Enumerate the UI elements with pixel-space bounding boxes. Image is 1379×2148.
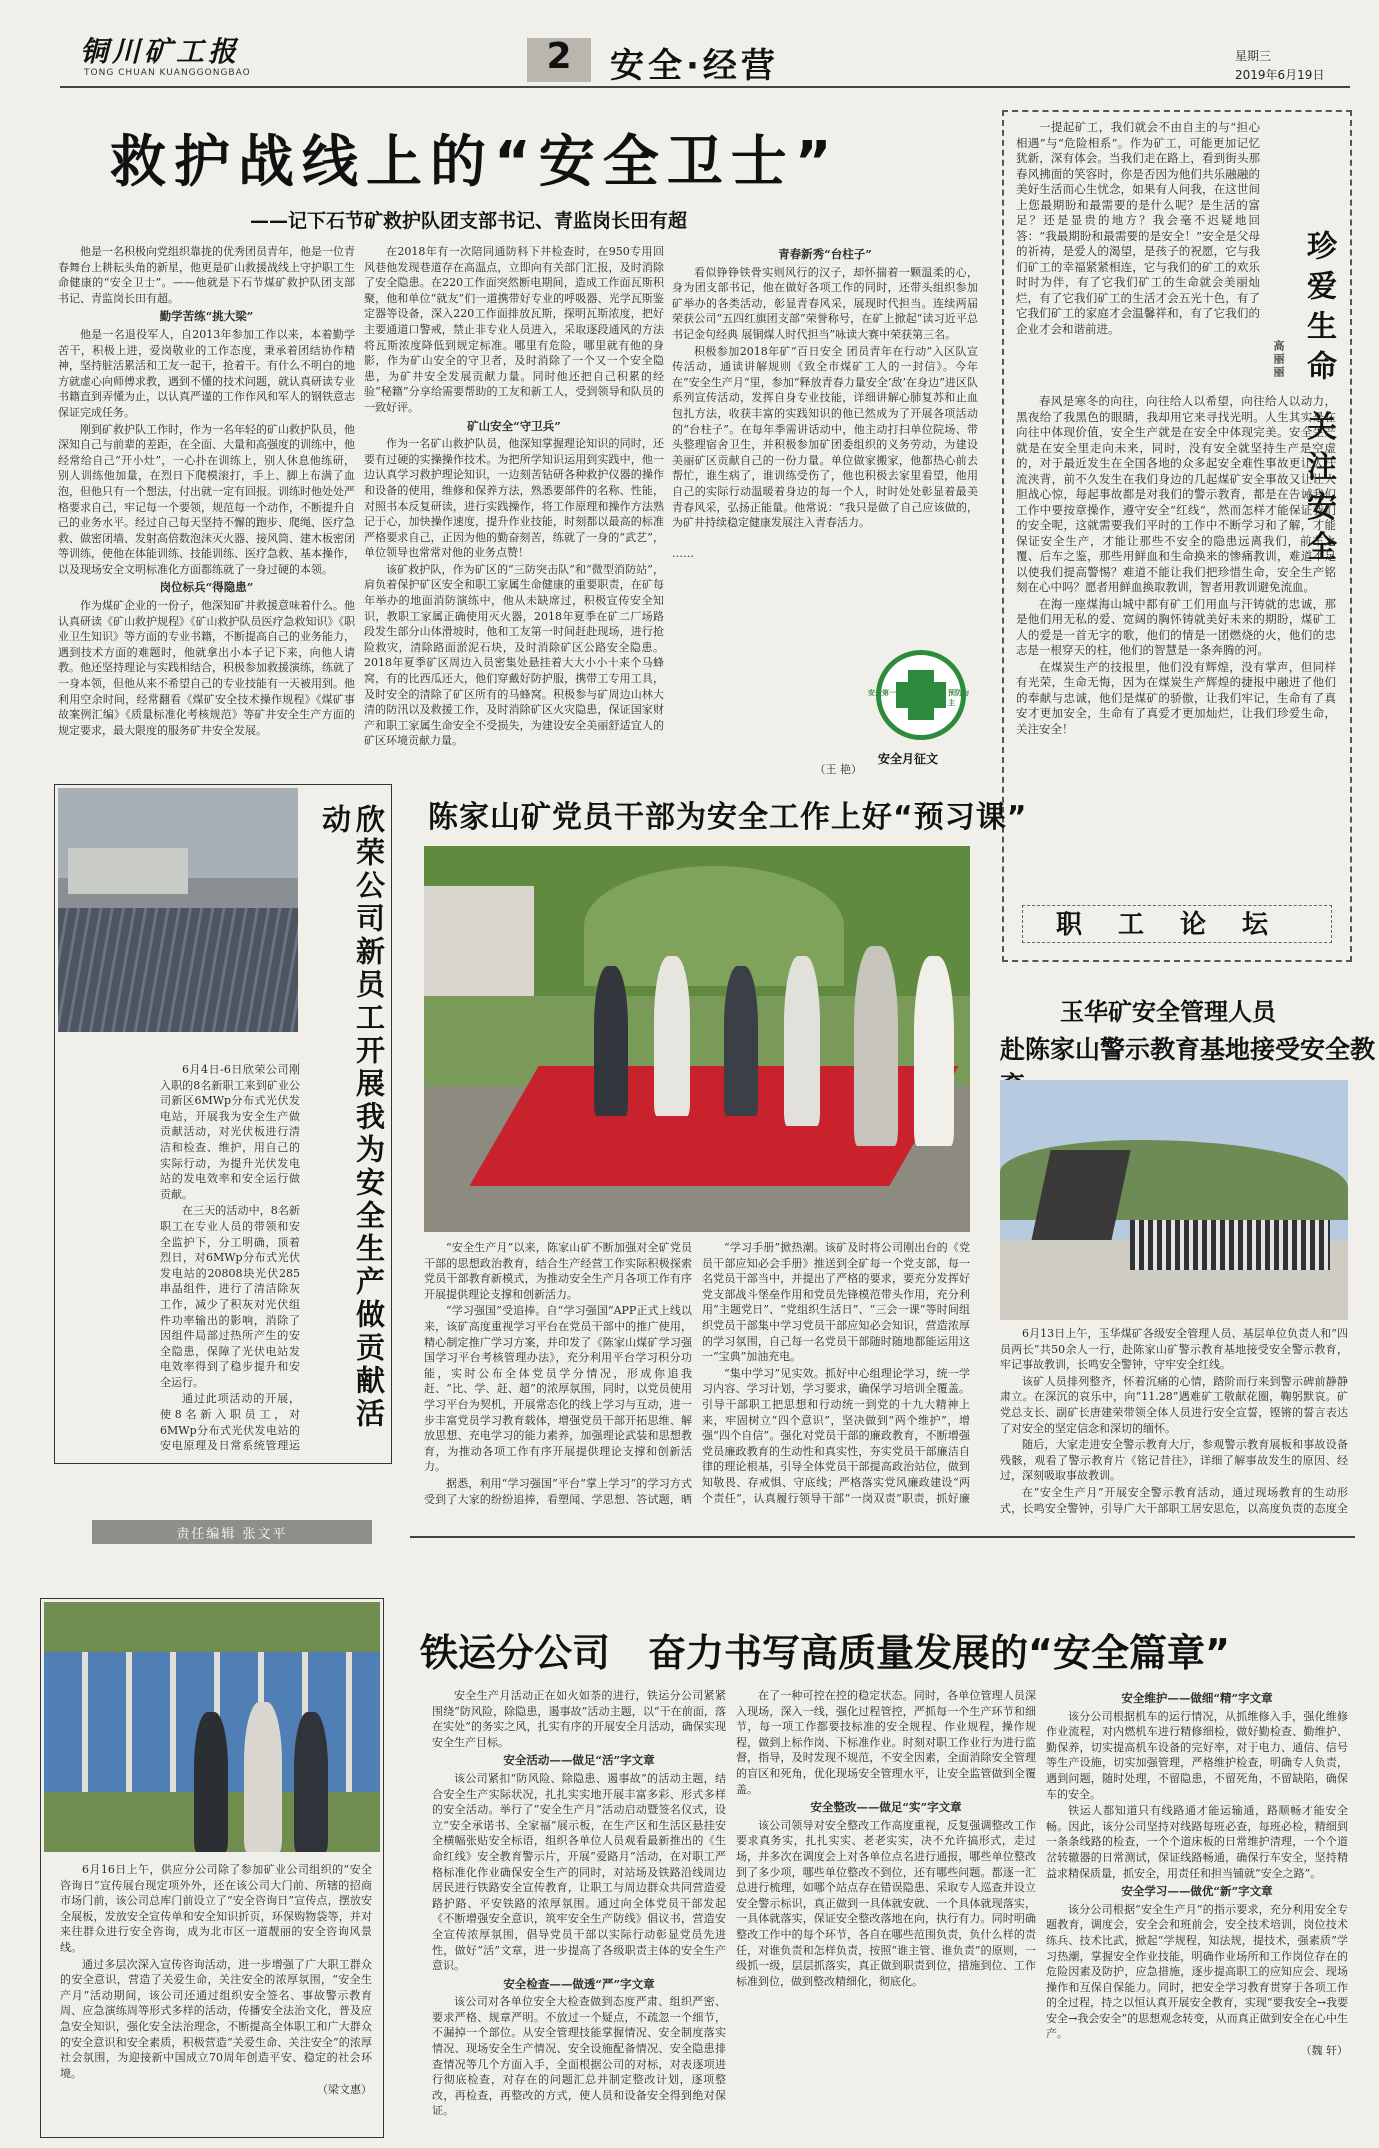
lead-column-3-tail: [672, 546, 862, 786]
yuhua-title-line2: 赴陈家山警示教育基地接受安全教: [1000, 1035, 1376, 1064]
page-number: 2: [546, 36, 572, 77]
tieyun-paragraph: 该公司对各单位安全大检查做到态度严肃、组织严密、要求严格、规章严明。不放过一个疑点，不疏忽一个细节，不漏掉一个部位。从安全管理技能掌握情况、安全制度落实情况、现场安全生产情况、安全设施配备情况、安全隐患排查情况等几个方面入手，全面根据公司的对标，对表逐项进行彻底检查，对存在的问题汇总并制定整改计划，逐项整改，再检查，再整改的方式，使人员和设备安全得到绝对保证。: [432, 1995, 726, 2118]
photo-person: [854, 946, 898, 1146]
lead-paragraph: 作为煤矿企业的一份子，他深知矿井救援意味着什么。他认真研读《矿山救护规程》《矿山救护队员医疗急救知识》《职业卫生知识》等方面的专业书籍，不断提高自己的业务能力，遇到技术方面的难题时，他就拿出小本子记下来，向他人请教。他还坚持理论与实践相结合，积极参加救援演练，练就了一身本领，但他从来不希望自己的专业技能有一天被用到。他利用空余时间，经常翻看《煤矿安全技术操作规程》《煤矿事故案例汇编》《质量标准化考核规范》等矿井安全生产方面的规定要求，最大限度的服务矿井安全发展。: [58, 599, 355, 737]
photo-person: [194, 1712, 228, 1852]
tieyun-paragraph: 该公司紧扣“防风险、除隐患、遏事故”的活动主题，结合安全生产实际状况，扎扎实实地开展丰富多彩、形式多样的安全活动。举行了“安全生产月”活动启动暨签名仪式，设立“安全承诺书、全家福”展示板，在生产区和生活区悬挂安全横幅张贴安全标语，组织各单位人员观看最新推出的《生命红线》安全教育警示片，开展“爱路月”活动，在对职工严格标准化作业确保安全生产的同时，对站场及铁路沿线周边居民进行铁路安全宣传教育，让职工与周边群众共同营造爱路护路、平安铁路的浓厚氛围。通过向全体党员干部发起《不断增强安全意识，筑牢安全生产防线》倡议书，营造安全宣传浓厚氛围，倡导党员干部以实际行动彰显党员先进性，做好“活”文章，进一步提高了各级职责主体的安全生产意识。: [432, 1771, 726, 1973]
lead-paragraph: 刚到矿救护队工作时，作为一名年轻的矿山救护队员，他深知自己与前辈的差距，在全面、大量和高强度的训练中，他经常给自己“开小灶”，一心扑在训练上，别人休息他练研，别人训练他加量，在烈日下爬模滚打，手上、脚上布满了血泡，但他只有一个想法，付出就一定有回报。训练时他处处严格要求自己，牢记每一个要领，规范每一个动作，不断提升自己的业务水平。经过自己每天坚持不懈的跑步、爬绳、医疗急救、做密闭墙、发射高倍数泡沫灭火器、接风筒、建木板密闭等训练，使他在体能训练、技能训练、医疗急救、基本操作，以及现场安全文明标准化方面都练就了一身过硬的本领。: [58, 422, 355, 576]
photo-person: [594, 966, 628, 1116]
tieyun-column-1: [432, 1688, 726, 2132]
photo-building: [68, 848, 188, 894]
gongying-photo: [44, 1602, 380, 1852]
chenjiashan-paragraph: 据悉，利用“学习强国”平台“掌上学习”的学习方式受到了大家的纷纷追捧，看塑闻、学思想、答试题，晒: [424, 1476, 692, 1505]
xinrong-title: 欣荣公司新员工开展我为安全生产做贡献活动: [318, 804, 386, 1431]
lead-paragraph: 该矿救护队，作为矿区的“三防突击队”和“微型消防站”，肩负着保护矿区安全和职工家属生命健康的重要职责，在矿每年举办的地面消防演练中，他从未缺席过，积极宣传安全知识，教职工家属正确使用灭火器，2018年夏季在矿二厂场路段发生部分山体滑坡时，他和工友第一时间赶赴现场，进行抢险救灾，清除路面淤泥石块，及时消除矿区公路安全隐患。2018年夏季矿区周边入员密集处悬挂着大大小小十来个马蜂窝，有的比西瓜还大，他们穿戴好防护服，携带工专用工具，及时安全的清除了矿区所有的马蜂窝。积极参与矿周边山林大清的防汛以及救援工作，及时消除矿区火灾隐患，保证国家财产和职工家属生命安全不受损失，为建设安全美丽舒适宜人的矿区环境贡献力量。: [364, 562, 664, 748]
chenjiashan-title: 陈家山矿党员干部为安全工作上好“预习课”: [428, 800, 1028, 835]
gongying-body: [60, 1862, 372, 2132]
yuhua-title-line1: 玉华矿安全管理人员: [1060, 998, 1276, 1026]
chenjiashan-column-1: [424, 1240, 692, 1505]
photo-roof-panels: [58, 908, 298, 1032]
lead-column-1: [58, 244, 355, 786]
safety-emblem: [868, 650, 976, 770]
essay-paragraph: 在煤炭生产的技报里，他们没有辉煌，没有掌声，但同样有光荣，生命无悔，因为在煤炭生产辉煌的捷报中融进了他们的奉献与忠诚，他们是煤矿的骄傲，让我们牢记，生命有了真安才更加安全，生命有了真爱才更加灿烂，让我们珍爱生命，关注安全！: [1016, 659, 1336, 736]
masthead-rule: [60, 86, 1350, 88]
lead-paragraph: 看似铮铮铁骨实则风行的汉子，却怀揣着一颗温柔的心，身为团支部书记，他在做好各项工作的同时，还带头组织参加矿举办的各类活动，彰显青春风采，展现时代担当。连续两届荣获公司“五四红旗团支部”荣誉称号，在矿上掀起“读习近平总书记金句经典 展铜煤人时代担当”咏读大赛中荣获第三名。: [672, 265, 978, 341]
section-divider: [410, 1536, 1355, 1538]
yuhua-photo: [1000, 1080, 1348, 1320]
tieyun-column-2: [736, 1688, 1036, 2132]
chenjiashan-column-2: [702, 1240, 970, 1505]
lead-paragraph: 作为一名矿山救护队员，他深知掌握理论知识的同时，还要有过硬的实操操作技术。为把所学知识运用到实践中，他一边认真学习救护理论知识，一边刻苦钻研各种救护仪器的操作和设备的使用，维修和保养方法，熟悉要部件的名称、性能，对照书本反复研读，进行实践操作，将工作原理和操作方法熟记于心，加快操作速度，提升作业技能，时刻都以最高的标准严格要求自己，正因为他的勤奋刻苦，练就了一身的“武艺”，单位领导也常常对他的业务点赞！: [364, 437, 664, 560]
section-title: 安全·经营: [610, 46, 779, 86]
tieyun-paragraph: 该分公司根据“安全生产月”的指示要求，充分利用安全专题教育，调度会，安全会和班前会，安全技术培训，岗位技术练兵、技术比武，掀起“学规程，知法规，提技术，强素质”学习热潮，掌握安全作业技能，明确作业场所和工作岗位存在的危险因素及防护，应急措施，逐步提高职工的应知应会、现场操作和互保自保能力。同时，把安全学习教育贯穿于各项工作的全过程，持之以恒认真开展安全教育，实现“要我安全→我要安全→我会安全”的思想观念转变，从而真正做到安全在心中生产。: [1046, 1902, 1348, 2041]
tieyun-subheading: 安全学习——做优“新”字文章: [1121, 1884, 1273, 1899]
lead-paragraph: 他是一名退役军人，自2013年参加工作以来，本着勤学苦干，积极上进，爱岗敬业的工作态度，秉承着团结协作精神，坚持脏活累活和工友一起干，抢着干。有什么不明白的地方就虚心向师傅求教，遇到不懂的技术问题，就认真研读专业书籍直到弄懂为止，以认真严谨的工作作风和军人的钢铁意志保证完成任务。: [58, 327, 355, 419]
essay-body: [1016, 394, 1336, 874]
xinrong-paragraph: 6月4日-6日欣荣公司刚入职的8名新职工来到矿业公司新区6MWp分布式光伏发电站，开展我为安全生产做贡献活动，对光伏板进行清洁和检查、维护，用自己的实际行动，为提升光伏发电站的发电效率和安全运行做贡献。: [160, 1063, 300, 1201]
column-label: 职工论坛: [1055, 910, 1304, 940]
lead-column-3: [672, 244, 978, 544]
tieyun-title: 铁运分公司 奋力书写高质量发展的“安全篇章”: [420, 1631, 1230, 1675]
cross-icon-bar: [896, 682, 946, 708]
gongying-author: （梁文惠）: [317, 2083, 372, 2097]
issue-weekday: 星期三: [1235, 49, 1272, 63]
emblem-caption: 安全月征文: [878, 752, 939, 766]
photo-person: [244, 1702, 282, 1852]
essay-author: 高丽丽: [1272, 340, 1285, 379]
lead-subtitle: ——记下石节矿救护队团支部书记、青监岗长田有超: [250, 210, 688, 232]
lead-author: （王 艳）: [814, 762, 862, 776]
tieyun-paragraph: 该分公司根据机车的运行情况，从抓维修入手，强化维修作业流程，对内燃机车进行精修细检，做好勤检查、勤维护、勤保养，切实提高机车设备的完好率，对于电力、通信、信号等生产设施，切实加强管理，严格维护检查，明确专人负责，遇到问题，随时处理，不留隐患，不留死角，不留缺陷，确保车的安全。: [1046, 1709, 1348, 1801]
essay-title: 珍爱生命 关注安全: [1301, 230, 1336, 571]
lead-column-2: [364, 244, 664, 786]
photo-building: [424, 886, 534, 996]
essay-body-top: [1016, 120, 1260, 390]
xinrong-body: [160, 1062, 300, 1452]
photo-person: [914, 956, 954, 1146]
lead-paragraph-tail: ……: [672, 547, 694, 560]
lead-title: 救护战线上的“安全卫士”: [110, 130, 840, 195]
yuhua-body: [1000, 1326, 1348, 1518]
newspaper-pinyin: TONG CHUAN KUANGGONGBAO: [84, 68, 251, 78]
emblem-right-text: 预防为主: [948, 689, 969, 707]
tieyun-subheading: 安全维护——做细“精”字文章: [1121, 1691, 1273, 1705]
tieyun-paragraph: 该公司领导对安全整改工作高度重视，反复强调整改工作要求真务实，扎扎实实、老老实实，决不允许搞形式，走过场，并多次在调度会上对各单位点名进行通报，哪些单位整改到了多少项，哪些单位整改不到位，还有哪些问题。都逐一汇总进行梳理，如哪个站点存在错误隐患、采取专人巡查并设立安全警示标识，真正做到一具体就安就、一个具体就现落实，一具体就落实，保证安全整改落地在向，执行有力。同时明确整改工作中的每个环节，各自在哪些范围负责，负什么样的责任，对谁负责和怎样负责，按照“谁主管、谁负责”的原则，一级抓一级，层层抓落实，真正做到职责到位，措施到位、工作标准到位，做到整改精细化，彻底化。: [736, 1818, 1036, 1988]
tieyun-paragraph: 在了一种可控在控的稳定状态。同时，各单位管理人员深入现场，深入一线，强化过程管控，严抓每一个生产环节和细节，每一项工作都要技标准的安全规程、作业规程，操作规程，做到上标作岗、下标准作业。时刻对职工作业行为进行监督，指导，及时发现不规范，不安全因素，全面消除安全管理的盲区和死角，优化现场安全管理水平，让安全监管做到全覆盖。: [736, 1689, 1036, 1796]
lead-subheading: 勤学苦练“挑大梁”: [159, 309, 254, 324]
tieyun-author: （魏 轩）: [1300, 2044, 1348, 2058]
tieyun-paragraph: 铁运人都知道只有线路通才能运输通，路顺畅才能安全畅。因此，该分公司坚持对线路每班必查，每班必检，精细到一条条线路的检查，一个个道床板的日常维护清理，一个个道岔转辙器的日常测试，保证线路畅通，确保行车安全，坚持精益求精保质量，抓安全，用责任和担当铺就“安全之路”。: [1046, 1804, 1348, 1880]
photo-crowd: [1130, 1220, 1330, 1270]
newspaper-name: 铜川矿工报: [80, 35, 241, 68]
chenjiashan-paragraph: “安全生产月”以来，陈家山矿不断加强对全矿党员干部的思想政治教育，结合生产经营工作实际积极探索党员干部教育新模式，为推动安全生产月各项工作有序开展提供理论支撑和创新活力。: [424, 1241, 692, 1301]
gongying-paragraph: 通过多层次深入宣传咨询活动，进一步增强了广大职工群众的安全意识，营造了关爱生命，关注安全的浓厚氛围，“安全生产月”活动期间，该公司还通过组织安全签名、事故警示教育周、应急演练周等形式多样的活动，传播安全法治文化，普及应急安全知识，强化安全法治理念，不断提高全体职工和广大群众的安全意识和安全素质，积极营造“关爱生命、关注安全”的浓厚社会氛围，为迎接新中国成立70周年创造平安、稳定的社会环境。: [60, 1957, 372, 2080]
photo-person: [784, 956, 820, 1126]
photo-person: [654, 956, 690, 1116]
essay-paragraph: 在海一座煤海山城中都有矿工们用血与汗铸就的忠诚，那是他们用无私的爱、宽阔的胸怀铸就美好未来的期盼，煤矿工人的爱是一首无字的歌，他们的情是一团燃烧的火，他们的忠志是一根穿天的柱，他们的智慧是一条奔腾的河。: [1016, 596, 1336, 657]
xinrong-photo: [58, 788, 298, 1032]
chenjiashan-paragraph: “学习强国”受追捧。自“学习强国”APP正式上线以来，该矿高度重视学习平台在党员干部中的推广使用，精心制定推广学习方案，并印发了《陈家山煤矿学习强国学习平台考核管理办法》，充分利用平台学习积分功能，实时公布全体党员学分情况，形成你追我赶、“比、学、赶、超”的浓厚氛围，同时，以党员使用学习平台为契机，开展常态化的线上学习与互动，进一步丰富党员学习教育载体，增强党员干部开拓思维、解放思想、充电学习的能力素养，加强理论武装和思想教育，为推动各项工作有序开展提供理论支撑和创新活力。: [424, 1304, 692, 1474]
gongying-paragraph: 6月16日上午，供应分公司除了参加矿业公司组织的“安全咨询日”宣传展台现定项外外，还在该公司大门前、所辖的招商市场门前，该公司总库门前设立了“安全咨询日”宣传点，摆放安全展板，发放安全宣传单和安全知识折页，环保购物袋等，并对来往群众进行安全咨询，成为北市区一道靓丽的安全咨询风景线。: [60, 1863, 372, 1954]
tieyun-subheading: 安全检查——做透“严”字文章: [503, 1976, 655, 1991]
yuhua-paragraph: 该矿人员排列整齐，怀着沉痛的心情，踏阶而行来到警示碑前静静肃立。在深沉的哀乐中，向“11.28”遇难矿工敬献花圈，鞠躬默哀。矿党总支长、副矿长唐建荣带领全体人员进行安全宣誓，铿锵的誓言表达了对安全的坚定信念和深切的缅怀。: [1000, 1374, 1348, 1435]
emblem-left-text: 安全第一: [868, 689, 896, 697]
tieyun-subheading: 安全整改——做足“实”字文章: [810, 1800, 962, 1815]
chenjiashan-paragraph: “学习手册”掀热潮。该矿及时将公司刚出台的《党员干部应知必会手册》推送到全矿每一个党支部，每一名党员干部当中，并提出了严格的要求，要充分发挥好党支部战斗堡垒作用和党员先锋模范带头作用，充分利用“主题党日”、“党组织生活日”、“三会一课”等时间组织党员干部集中学习党员干部应知必会知识，营造浓厚的学习氛围，自己每一名党员干部随时随地都能运用这一“宝典”加油充电。: [702, 1241, 970, 1364]
lead-paragraph: 积极参加2018年矿“百日安全 团员青年在行动”入区队宣传活动，通读讲解规则《致全市煤矿工人的一封信》。今年在“安全生产月”里，参加“释放青春力量安全‘敌’在身边”进区队系列宣传活动，发挥自身专业技能，详细讲解心肺复苏和止血包扎方法，收获丰富的实践知识的他已然成为了开展各项活动的“台柱子”。在每年季需讲话动中，他主动打扫单位院场、带头整理宿舍卫生，并积极参加矿团委组织的义务劳动，为建设美丽矿区贡献自己的一份力量。单位做家搬家，他都热心前去帮忙，谁生病了，谁训练受伤了，他也积极去家里看望，他用自己的实际行动温暖着身边的每一个人，时时处处彰显着最美青春风采，弘扬正能量。他常说：“我只是做了自己应该做的，为矿井持续稳定健康发展注入青春活力。: [672, 344, 978, 530]
xinrong-paragraph: 通过此项活动的开展，使8名新入职员工，对6MWp分布式光伏发电站的安电原理及日常系统管理运: [160, 1392, 300, 1452]
photo-person: [724, 966, 758, 1116]
tieyun-subheading: 安全活动——做足“活”字文章: [503, 1753, 655, 1768]
chenjiashan-paragraph: “集中学习”见实效。抓好中心组理论学习，统一学习内容、学习计划，学习要求，确保学习培训全覆盖。引导干部职工把思想和行动统一到党的十九大精神上来，牢固树立“四个意识”，坚决做到“两个维护”，增强“四个自信”。强化对党员干部的廉政教育，不断增强党员廉政教育的生动性和真实性，夯实党员干部廉洁自律的理论根基，引导全体党员干部提高政治站位，做到知敬畏、存戒惧、守底线；严格落实党风廉政建设“两个责任”，认真履行领导干部“一岗双责”职责，抓好廉: [702, 1366, 970, 1505]
issue-date: 2019年6月19日: [1235, 68, 1325, 82]
photo-person: [294, 1712, 328, 1852]
lead-paragraph: 他是一名积极向党组织靠拢的优秀团员青年，他是一位青春舞台上耕耘头角的新星，他更是矿山救援战线上守护职工生命健康的“安全卫士”。——他就是下石节煤矿救护队团支部书记、青监岗长田有超。: [58, 245, 355, 305]
chenjiashan-photo: [424, 846, 970, 1232]
essay-paragraph: 春风是寒冬的向往，向往给人以希望，向往给人以动力，黑夜给了我黑色的眼睛，我却用它来寻找光明。人生其实是在向往中体现价值，安全生产就是在安全中体现完美。安全生产就是在安全里走向未来，同时，没有安全就坚持生产是空虚的，对于最近发生在全国各地的众多起安全难性事故更让人汗流浃背，前不久发生在我们身边的几起煤矿安全事故又让让人胆战心惊，每起事故都是对我们的警示教育，都是在告诫我们工作中要按章操作，遵守安全“红线”，然而怎样才能保证我们的安全呢，这就需要我们平时的工作中不断学习和了解，才能保证安全生产，才能让那些不安全的隐患远离我们，前车之覆、后车之鉴，那些用鲜血和生命换来的惨痛教训，难道不足以使我们提高警惕？难道不能让我们把珍惜生命，安全生产铭刻在心中吗？愿者用鲜血换取教训，智者用教训避免流血。: [1016, 394, 1336, 594]
lead-subheading: 岗位标兵“得隐患”: [159, 580, 254, 595]
tieyun-paragraph: 安全生产月活动正在如火如荼的进行，铁运分公司紧紧围绕“防风险，除隐患，遏事故”活动主题，以“干在前面，落在实处”的务实之风，扎实有序的开展安全月活动，确保实现安全生产目标。: [432, 1689, 726, 1749]
xinrong-paragraph: 在三天的活动中，8名新职工在专业人员的带领和安全监护下，分工明确，顶着烈日，对6MWp分布式光伏发电站的20808块光伏285串晶组件，进行了清洁除灰工作，减少了积灰对光伏组件功率输出的影响，消除了因组件局部过热所产生的安全隐患，保障了光伏电站发电效率得到了稳步提升和安全运行。: [160, 1204, 300, 1389]
masthead: [0, 0, 1379, 86]
yuhua-paragraph: 随后，大家走进安全警示教育大厅，参观警示教育展板和事故设备残骸，观看了警示教育片《铭记昔往》，详细了解事故发生的原因、经过，深刻吸取事故教训。: [1000, 1438, 1348, 1483]
lead-subheading: 青春新秀“台柱子”: [778, 247, 872, 261]
lead-paragraph: 在2018年有一次陪同通防科下井检查时，在950专用回风巷他发现巷道存在高温点，立即向有关部门汇报，及时消除了安全隐患。在220工作面突然断电期间，造成工作面瓦斯积聚，他和单位“就友”们一道携带好专业的呼吸器、光学瓦斯鉴定器等设备，深入220工作面排放瓦斯，探明瓦斯浓度，把好主要通道口警戒，禁止非专业人员进入，采取逐段通风的方法将瓦斯浓度降低到规定标准。哪里有危险，哪里就有他的身影，作为矿山安全的守卫者，及时消除了一个又一个安全隐患，为矿井安全发展贡献力量。同时他还把自己积累的经验“秘籍”分享给需要帮助的工友和新工人，受到领导和队员的一致好评。: [364, 245, 664, 414]
tieyun-column-3: [1046, 1688, 1348, 2132]
yuhua-paragraph: 在“安全生产月”开展安全警示教育活动，通过现场教育的生动形式，长鸣安全警钟，引导广大干部职工居安思危，以高度负责的态度全: [1000, 1485, 1348, 1515]
essay-paragraph: 一提起矿工，我们就会不由自主的与“担心相遇”与“危险相系”。作为矿工，可能更加记忆犹新，深有体会。当我们走在路上，看到街头那春风拂面的笑容时，你是否因为他们共乐融融的美好生活而心生忧念，如果有人问我，在这世间上您最期盼和最需要的是什么呢？是生活的富足？还是显贵的地方？我会毫不迟疑地回答：“我最期盼和最需要的是安全！”安全是父母的祈祷，是爱人的渴望，是孩子的祝愿，它与我们矿工的幸福紧紧相连，它与我们的矿工的欢乐时时为伴，有了它我们矿工的生命就会美丽灿烂，有了它我们矿工的生活才会五光十色，有了它我们矿工的家庭才会温馨祥和，有了它我们的企业才会和谐前进。: [1016, 120, 1260, 336]
lead-subheading: 矿山安全“守卫兵”: [467, 418, 561, 433]
yuhua-paragraph: 6月13日上午，玉华煤矿各级安全管理人员、基层单位负责人和“四员两长”共50余人一行，赴陈家山矿警示教育基地接受安全警示教育，牢记事故教训，长鸣安全警钟，守牢安全红线。: [1000, 1327, 1348, 1372]
editor-label: 责任编辑 张文平: [176, 1527, 288, 1542]
